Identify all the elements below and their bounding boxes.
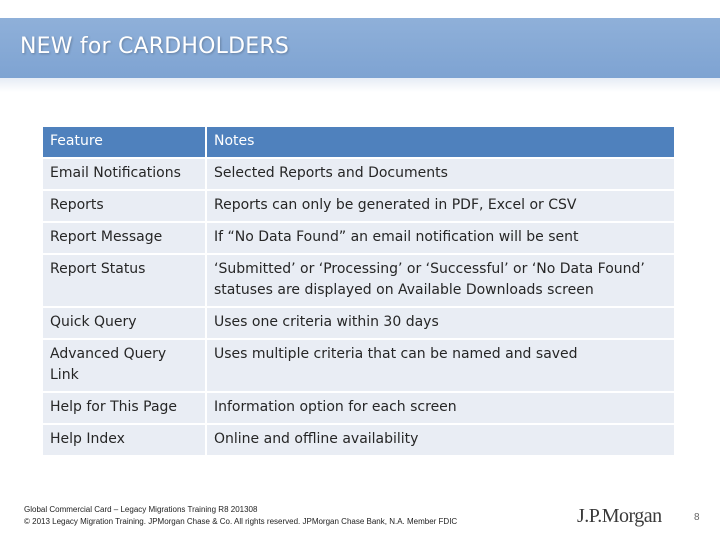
notes-cell: Selected Reports and Documents: [206, 158, 675, 190]
notes-cell: Reports can only be generated in PDF, Excel or CSV: [206, 190, 675, 222]
footer-line-1: Global Commercial Card – Legacy Migrations Training R8 201308: [24, 505, 258, 514]
table-row: [42, 392, 675, 424]
header-feature: Feature: [42, 126, 206, 158]
table-row: [42, 424, 675, 456]
feature-cell: Quick Query: [42, 307, 206, 339]
table-row: [42, 339, 675, 392]
notes-cell: ‘Submitted’ or ‘Processing’ or ‘Successful’ or ‘No Data Found’ statuses are displayed on Available Downloads screen: [206, 254, 675, 307]
feature-cell: Advanced Query Link: [42, 339, 206, 392]
table-row: [42, 158, 675, 190]
notes-cell: If “No Data Found” an email notification will be sent: [206, 222, 675, 254]
page-number: 8: [694, 512, 700, 523]
feature-cell: Report Message: [42, 222, 206, 254]
table-row: [42, 222, 675, 254]
notes-cell: Online and offline availability: [206, 424, 675, 456]
table-row: [42, 307, 675, 339]
notes-cell: Information option for each screen: [206, 392, 675, 424]
features-table: [41, 125, 676, 457]
header-notes: Notes: [206, 126, 675, 158]
title-bar-shadow: [0, 78, 720, 92]
title-bar: [0, 18, 720, 78]
notes-cell: Uses one criteria within 30 days: [206, 307, 675, 339]
feature-cell: Help for This Page: [42, 392, 206, 424]
jpmorgan-logo: J.P.Morgan: [577, 505, 662, 527]
notes-cell: Uses multiple criteria that can be named and saved: [206, 339, 675, 392]
table-row: [42, 190, 675, 222]
feature-cell: Reports: [42, 190, 206, 222]
feature-cell: Report Status: [42, 254, 206, 307]
footer-line-2: © 2013 Legacy Migration Training. JPMorgan Chase & Co. All rights reserved. JPMorgan Chase Bank, N.A. Member FDIC: [24, 517, 458, 526]
slide-title: NEW for CARDHOLDERS: [20, 34, 289, 59]
table-row: [42, 254, 675, 307]
feature-cell: Email Notifications: [42, 158, 206, 190]
feature-cell: Help Index: [42, 424, 206, 456]
table-header-row: [42, 126, 675, 158]
footer-text: [24, 504, 457, 528]
